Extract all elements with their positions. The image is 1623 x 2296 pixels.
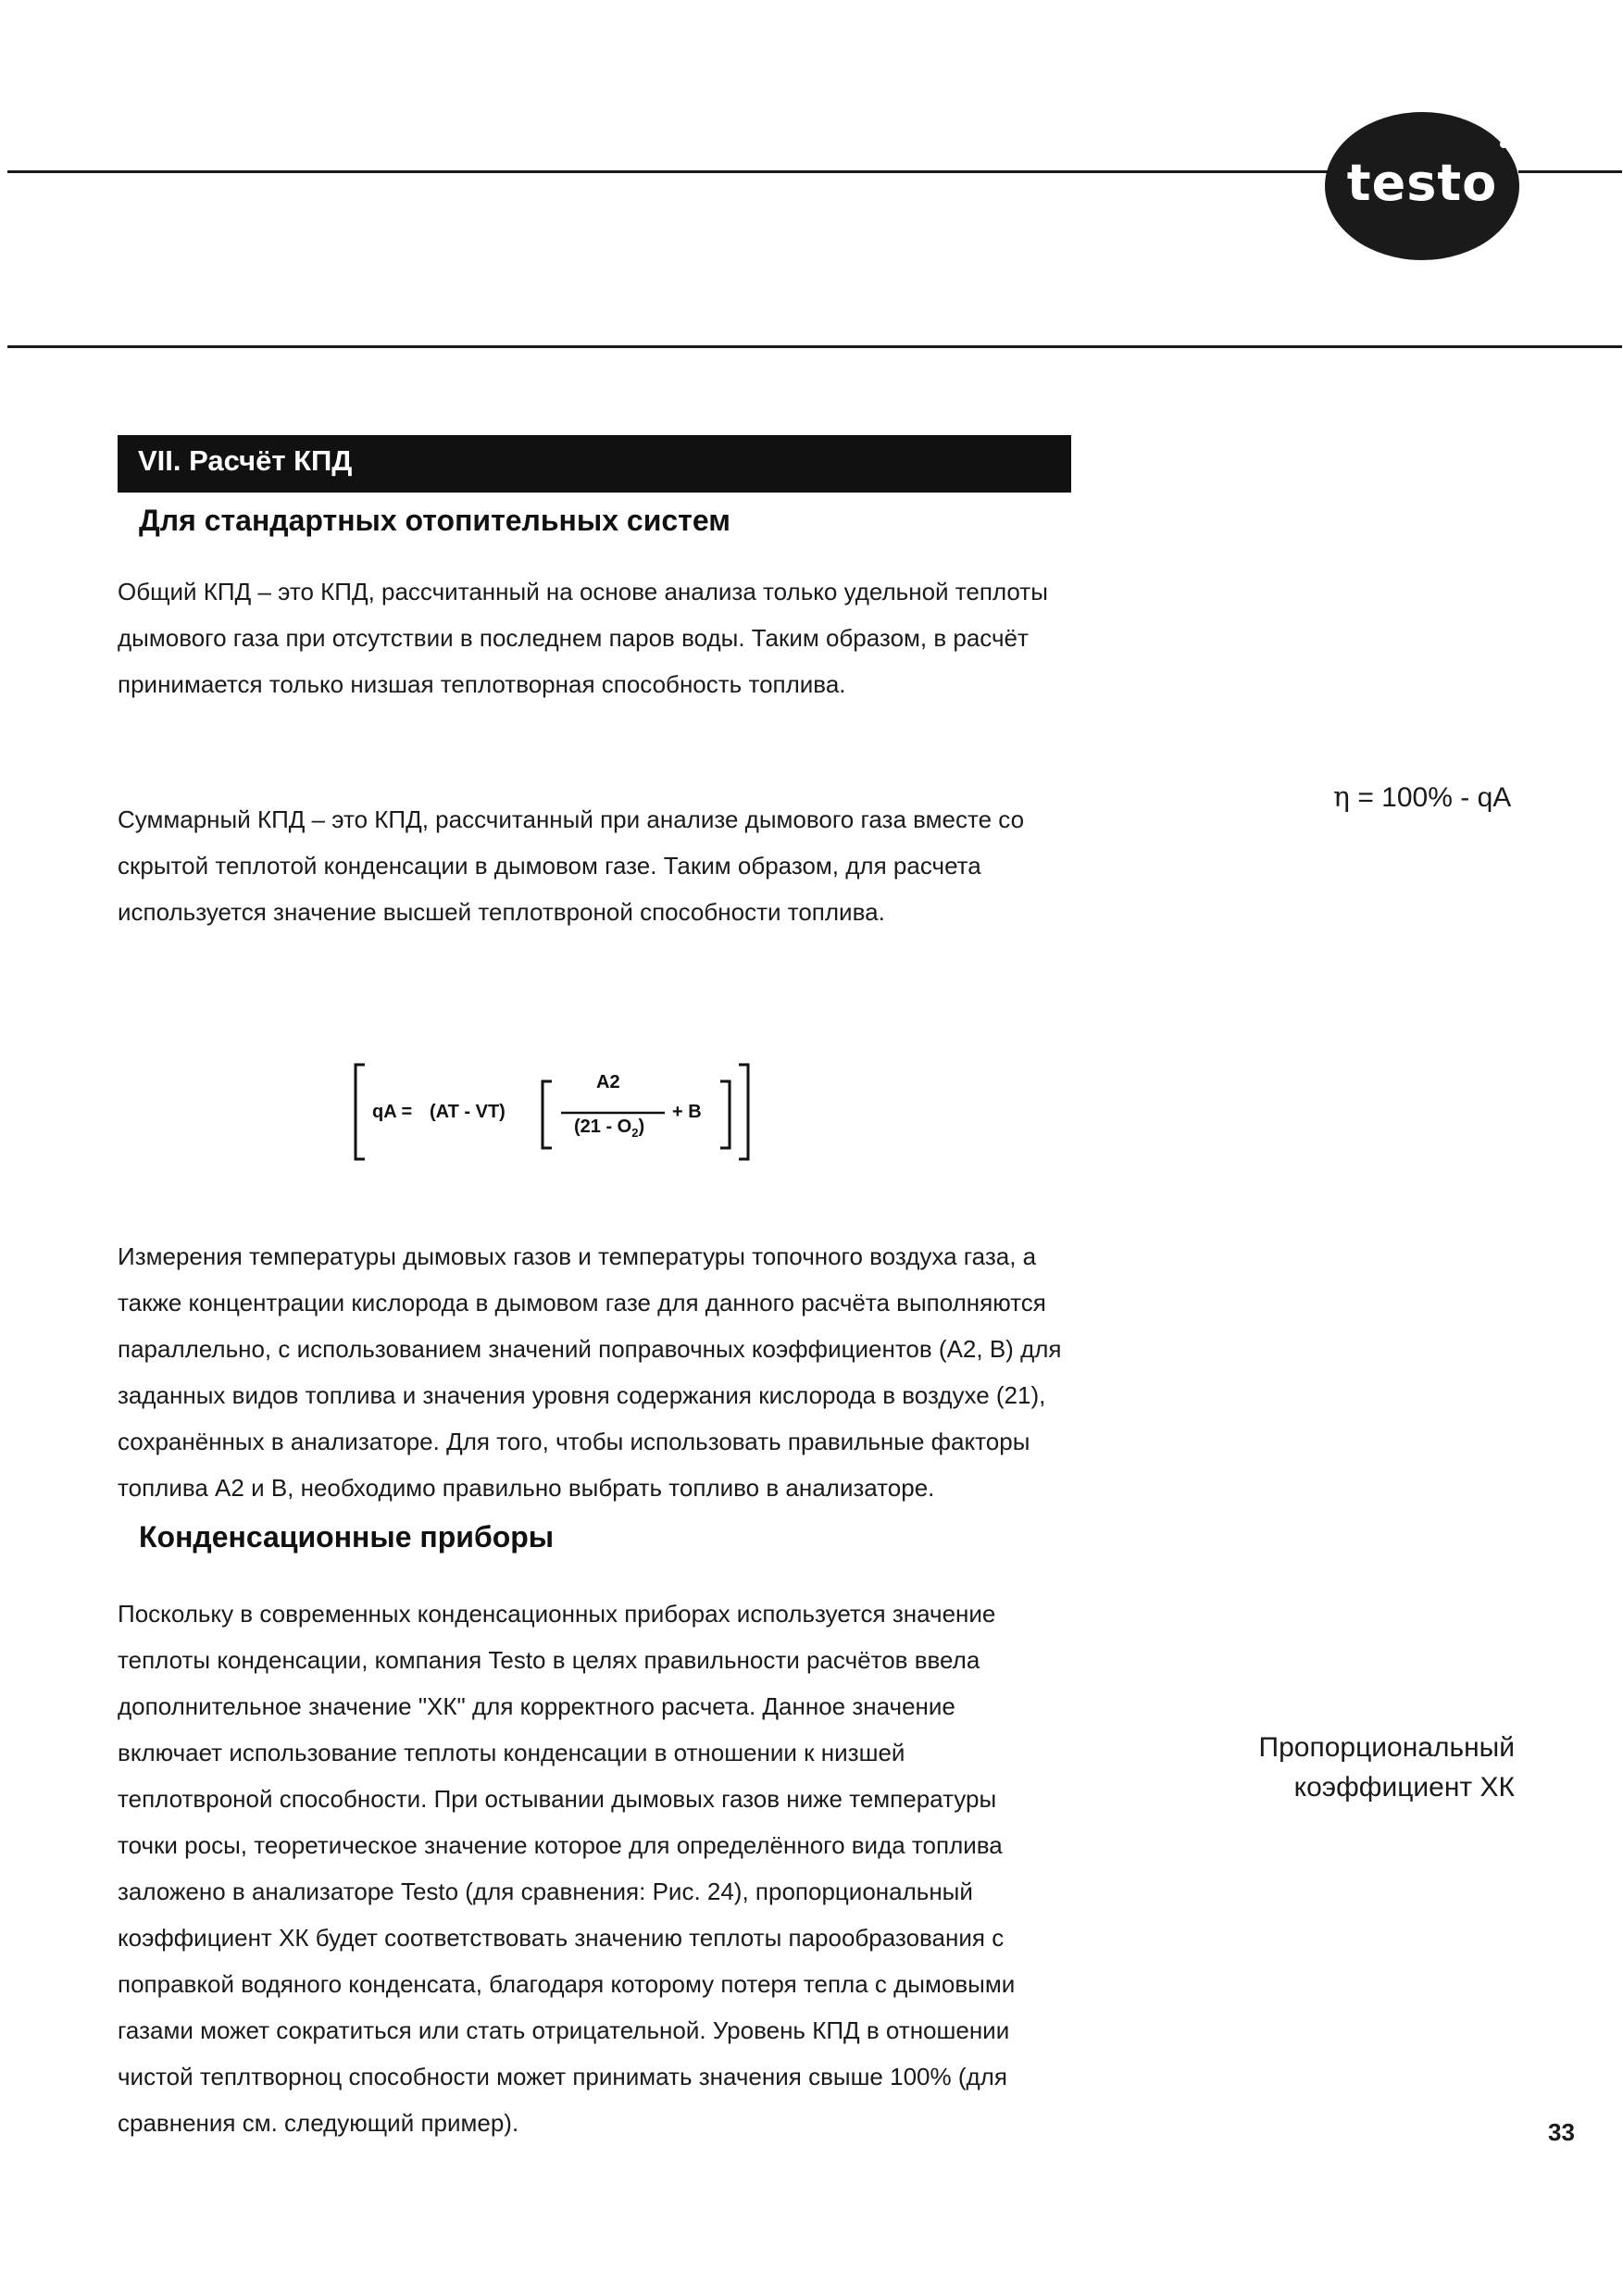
testo-logo <box>1325 112 1519 260</box>
text-line: сравнения см. следующий пример). <box>118 2109 519 2137</box>
text-line: точки росы, теоретическое значение которое для определённого вида топлива <box>118 1831 1003 1859</box>
text-line: теплотвроной способности. При остывании дымовых газов ниже температуры <box>118 1785 997 1813</box>
text-line: Поскольку в современных конденсационных приборах используется значение <box>118 1600 996 1628</box>
section-title: VII. Расчёт КПД <box>138 444 353 477</box>
text-line: топлива А2 и В, необходимо правильно выбрать топливо в анализаторе. <box>118 1474 935 1502</box>
text-line: принимается только низшая теплотворная способность топлива. <box>118 670 846 698</box>
text-line: параллельно, с использованием значений поправочных коэффициентов (А2, В) для <box>118 1335 1062 1363</box>
heading-standard-systems: Для стандартных отопительных систем <box>139 504 730 537</box>
text-line: заложено в анализаторе Testo (для сравнения: Рис. 24), пропорциональный <box>118 1878 973 1905</box>
text-line: коэффициент ХК будет соответствовать значению теплоты парообразования с <box>118 1924 1005 1952</box>
efficiency-formula-rest: = 100% - qA <box>1349 782 1512 813</box>
text-line: поправкой водяного конденсата, благодаря которому потеря тепла с дымовыми <box>118 1970 1016 1998</box>
formula-plus-b: + B <box>672 1102 702 1122</box>
text-line: включает использование теплоты конденсации в отношении к низшей <box>118 1739 905 1766</box>
text-line: сохранённых в анализаторе. Для того, чтобы использовать правильные факторы <box>118 1428 1030 1455</box>
text-line: также концентрации кислорода в дымовом газе для данного расчёта выполняются <box>118 1289 1046 1316</box>
formula-lhs: qA = <box>372 1102 413 1122</box>
section-title-bar <box>118 435 1071 493</box>
eta-symbol: η <box>1333 781 1350 814</box>
logo-dot <box>1500 141 1507 148</box>
logo-text: testo <box>1346 153 1498 212</box>
text-line: Суммарный КПД – это КПД, рассчитанный при анализе дымового газа вместе со <box>118 805 1025 833</box>
denominator-prefix: (21 - O <box>574 1117 632 1137</box>
paragraph-total-efficiency <box>118 796 1024 935</box>
text-line: скрытой теплотой конденсации в дымовом газе. Таким образом, для расчета <box>118 852 981 880</box>
inner-bracket-right <box>720 1081 730 1148</box>
denominator-subscript: 2 <box>631 1126 639 1140</box>
side-note-line: Пропорциональный <box>1258 1732 1515 1763</box>
header-rule-right <box>1518 170 1622 173</box>
side-note-proportional-coefficient <box>1204 1728 1515 1807</box>
text-line: газами может сократиться или стать отрицательной. Уровень КПД в отношении <box>118 2016 1010 2044</box>
efficiency-formula <box>1333 781 1511 814</box>
denominator-suffix: ) <box>638 1117 645 1137</box>
heading-condensing-devices: Конденсационные приборы <box>139 1520 555 1554</box>
outer-bracket-left <box>356 1065 365 1159</box>
formula-numerator: A2 <box>596 1072 620 1092</box>
text-line: теплоты конденсации, компания Testo в целях правильности расчётов ввела <box>118 1646 980 1674</box>
text-line: Общий КПД – это КПД, рассчитанный на основе анализа только удельной теплоты <box>118 578 1048 605</box>
formula-temp-diff: (AT - VT) <box>430 1102 506 1122</box>
header-rule-left <box>7 170 1330 173</box>
inner-bracket-left <box>543 1081 552 1148</box>
text-line: Измерения температуры дымовых газов и температуры топочного воздуха газа, а <box>118 1242 1037 1270</box>
paragraph-condensing <box>118 1591 1015 2146</box>
flue-gas-loss-formula <box>352 1055 759 1168</box>
text-line: заданных видов топлива и значения уровня содержания кислорода в воздухе (21), <box>118 1381 1046 1409</box>
text-line: чистой теплтворноц способности может принимать значения свыше 100% (для <box>118 2063 1007 2090</box>
outer-bracket-right <box>739 1065 748 1159</box>
text-line: используется значение высшей теплотвроной способности топлива. <box>118 898 885 926</box>
side-note-line: коэффициент ХК <box>1293 1772 1515 1803</box>
text-line: дополнительное значение "ХК" для корректного расчета. Данное значение <box>118 1692 955 1720</box>
paragraph-general-efficiency <box>118 568 1048 707</box>
page-number: 33 <box>1548 2118 1575 2146</box>
header-rule-lower <box>7 345 1622 348</box>
paragraph-measurement <box>118 1233 1061 1511</box>
formula-denominator <box>574 1117 644 1140</box>
text-line: дымового газа при отсутствии в последнем паров воды. Таким образом, в расчёт <box>118 624 1029 652</box>
